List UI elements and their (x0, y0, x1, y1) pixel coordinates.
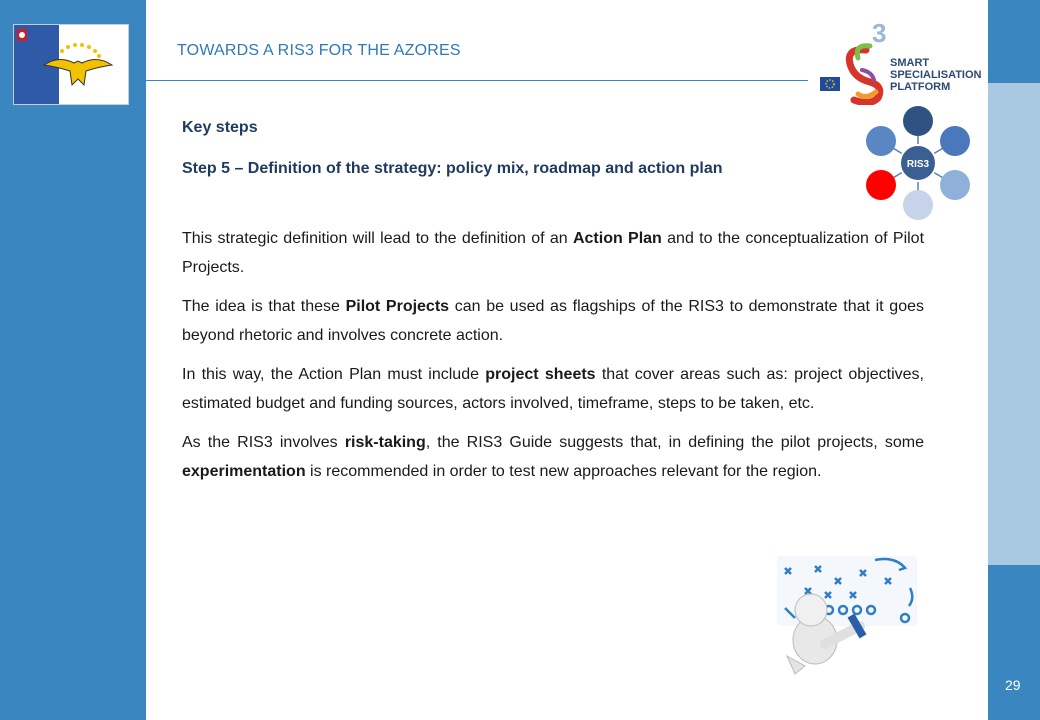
svg-text:PLATFORM: PLATFORM (890, 81, 951, 93)
strategy-planning-illustration (765, 548, 923, 678)
paragraph-3: In this way, the Action Plan must include project sheets that cover areas such as: project objectives, estimated budget and funding sources, actors involved, timeframe, steps to be taken, etc. (182, 366, 924, 412)
s3-logo-icon (818, 20, 983, 105)
wheel-center-label: RIS3 (906, 159, 930, 170)
wheel-node-3 (940, 170, 970, 200)
key-steps-heading: Key steps (182, 119, 258, 136)
flag-emblem (14, 25, 128, 104)
svg-text:SPECIALISATION: SPECIALISATION (890, 69, 982, 81)
paragraph-4: As the RIS3 involves risk-taking, the RIS3 Guide suggests that, in defining the pilot projects, some experimentation is recommended in order to test new approaches relevant for the region. (182, 434, 924, 480)
smart-specialisation-platform-logo (818, 20, 983, 105)
slide-content (182, 113, 924, 486)
header-divider (146, 80, 808, 81)
right-strip-middle (988, 83, 1040, 565)
paragraph-1: This strategic definition will lead to the definition of an Action Plan and to the conceptualization of Pilot Projects. (182, 230, 925, 276)
header-title: TOWARDS A RIS3 FOR THE AZORES (177, 42, 461, 59)
svg-text:SMART: SMART (890, 57, 930, 69)
paragraph-2: The idea is that these Pilot Projects can be used as flagships of the RIS3 to demonstrate that it goes beyond rhetoric and involves concrete action. (182, 298, 924, 344)
svg-text:3: 3 (872, 20, 887, 48)
right-strip-bottom (988, 565, 1040, 720)
wheel-node-2 (940, 126, 970, 156)
right-strip-top (988, 0, 1040, 83)
azores-flag (13, 24, 129, 105)
page-number: 29 (1005, 677, 1021, 693)
step-title: Step 5 – Definition of the strategy: policy mix, roadmap and action plan (182, 160, 723, 177)
